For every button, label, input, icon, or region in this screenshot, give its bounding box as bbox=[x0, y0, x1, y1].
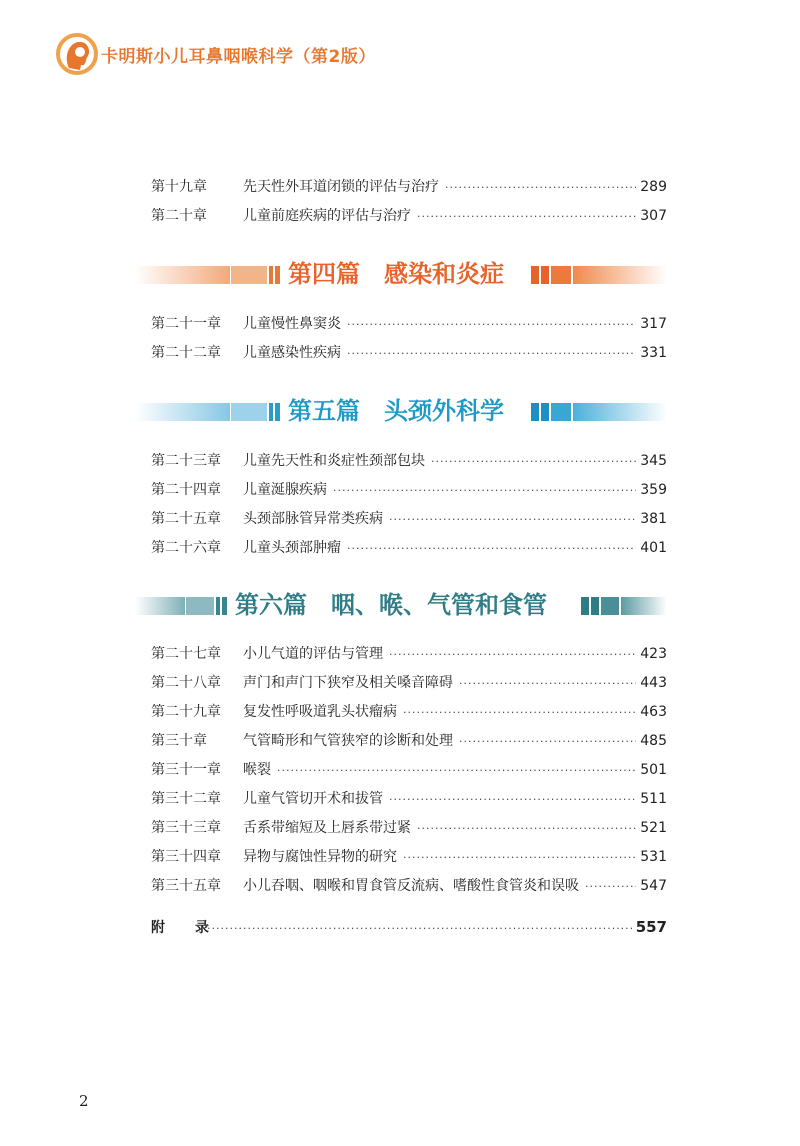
banner-bar bbox=[231, 403, 267, 421]
chapter-number: 第二十七章 bbox=[151, 646, 221, 662]
chapter-number: 第二十九章 bbox=[151, 704, 221, 720]
banner-bar bbox=[541, 266, 549, 284]
toc-row-appendix[interactable] bbox=[151, 916, 667, 938]
leader-dots bbox=[347, 343, 636, 365]
banner-bar bbox=[591, 597, 599, 615]
part-title: 第五篇 头颈外科学 bbox=[288, 397, 504, 425]
toc-row[interactable] bbox=[151, 479, 667, 501]
page-ref: 331 bbox=[640, 345, 667, 361]
chapter-title: 儿童感染性疾病 bbox=[243, 345, 341, 361]
banner-bar bbox=[573, 403, 667, 421]
head-profile-icon bbox=[55, 32, 99, 76]
leader-dots bbox=[417, 206, 636, 228]
toc-row[interactable] bbox=[151, 342, 667, 364]
leader-dots bbox=[389, 509, 636, 531]
chapter-title: 喉裂 bbox=[243, 762, 271, 778]
chapter-number: 第三十章 bbox=[151, 733, 207, 749]
page-ref: 531 bbox=[640, 849, 667, 865]
toc-row[interactable] bbox=[151, 643, 667, 665]
page-ref: 423 bbox=[640, 646, 667, 662]
toc-row[interactable] bbox=[151, 508, 667, 530]
page-ref: 485 bbox=[640, 733, 667, 749]
chapter-number: 第三十四章 bbox=[151, 849, 221, 865]
toc-row[interactable] bbox=[151, 817, 667, 839]
appendix-label: 附 录 bbox=[151, 920, 217, 936]
leader-dots bbox=[417, 818, 636, 840]
chapter-title: 异物与腐蚀性异物的研究 bbox=[243, 849, 397, 865]
leader-dots bbox=[459, 673, 636, 695]
chapter-title: 儿童前庭疾病的评估与治疗 bbox=[243, 208, 411, 224]
leader-dots bbox=[403, 702, 636, 724]
page-ref: 381 bbox=[640, 511, 667, 527]
leader-dots bbox=[347, 538, 636, 560]
leader-dots bbox=[207, 918, 632, 940]
banner-bar bbox=[275, 266, 280, 284]
part-title: 第四篇 感染和炎症 bbox=[288, 260, 504, 288]
page-ref: 401 bbox=[640, 540, 667, 556]
toc-row[interactable] bbox=[151, 313, 667, 335]
toc-row[interactable] bbox=[151, 788, 667, 810]
page-ref: 511 bbox=[640, 791, 667, 807]
banner-bar bbox=[531, 403, 539, 421]
page-number: 2 bbox=[79, 1092, 89, 1110]
chapter-title: 声门和声门下狭窄及相关嗓音障碍 bbox=[243, 675, 453, 691]
leader-dots bbox=[347, 314, 636, 336]
part-banner bbox=[135, 261, 667, 289]
chapter-number: 第二十二章 bbox=[151, 345, 221, 361]
banner-bar bbox=[275, 403, 280, 421]
banner-bar bbox=[135, 403, 230, 421]
page-ref: 463 bbox=[640, 704, 667, 720]
chapter-number: 第十九章 bbox=[151, 179, 207, 195]
banner-bar bbox=[573, 266, 667, 284]
toc-row[interactable] bbox=[151, 672, 667, 694]
toc-row[interactable] bbox=[151, 450, 667, 472]
toc-row[interactable] bbox=[151, 730, 667, 752]
banner-bar bbox=[541, 403, 549, 421]
leader-dots bbox=[333, 480, 636, 502]
banner-bar bbox=[581, 597, 589, 615]
leader-dots bbox=[459, 731, 636, 753]
toc-row[interactable] bbox=[151, 846, 667, 868]
page-ref: 307 bbox=[640, 208, 667, 224]
banner-bar bbox=[135, 266, 230, 284]
toc-row[interactable] bbox=[151, 176, 667, 198]
chapter-number: 第二十章 bbox=[151, 208, 207, 224]
chapter-title: 儿童先天性和炎症性颈部包块 bbox=[243, 453, 425, 469]
chapter-title: 舌系带缩短及上唇系带过紧 bbox=[243, 820, 411, 836]
chapter-number: 第二十八章 bbox=[151, 675, 221, 691]
page-ref: 345 bbox=[640, 453, 667, 469]
chapter-number: 第二十三章 bbox=[151, 453, 221, 469]
banner-bar bbox=[269, 266, 273, 284]
banner-bar bbox=[269, 403, 273, 421]
banner-bar bbox=[621, 597, 667, 615]
banner-bar bbox=[231, 266, 267, 284]
chapter-title: 小儿吞咽、咽喉和胃食管反流病、嗜酸性食管炎和误吸 bbox=[243, 878, 579, 894]
chapter-title: 儿童气管切开术和拔管 bbox=[243, 791, 383, 807]
leader-dots bbox=[431, 451, 636, 473]
banner-bar bbox=[216, 597, 220, 615]
banner-bar bbox=[601, 597, 619, 615]
leader-dots bbox=[585, 876, 636, 898]
page-ref: 521 bbox=[640, 820, 667, 836]
chapter-number: 第二十四章 bbox=[151, 482, 221, 498]
banner-bar bbox=[551, 403, 571, 421]
banner-bar bbox=[551, 266, 571, 284]
chapter-title: 先天性外耳道闭锁的评估与治疗 bbox=[243, 179, 439, 195]
running-header bbox=[55, 28, 376, 80]
leader-dots bbox=[389, 644, 636, 666]
chapter-title: 小儿气道的评估与管理 bbox=[243, 646, 383, 662]
page-ref: 557 bbox=[635, 918, 667, 936]
chapter-title: 气管畸形和气管狭窄的诊断和处理 bbox=[243, 733, 453, 749]
chapter-number: 第二十六章 bbox=[151, 540, 221, 556]
leader-dots bbox=[389, 789, 636, 811]
page-ref: 289 bbox=[640, 179, 667, 195]
toc-row[interactable] bbox=[151, 701, 667, 723]
part-title: 第六篇 咽、喉、气管和食管 bbox=[235, 591, 547, 619]
part-banner bbox=[135, 592, 667, 620]
chapter-title: 复发性呼吸道乳头状瘤病 bbox=[243, 704, 397, 720]
toc-row[interactable] bbox=[151, 759, 667, 781]
chapter-title: 儿童涎腺疾病 bbox=[243, 482, 327, 498]
page-ref: 359 bbox=[640, 482, 667, 498]
chapter-title: 头颈部脉管异常类疾病 bbox=[243, 511, 383, 527]
chapter-number: 第三十三章 bbox=[151, 820, 221, 836]
banner-bar bbox=[531, 266, 539, 284]
chapter-number: 第二十五章 bbox=[151, 511, 221, 527]
leader-dots bbox=[403, 847, 636, 869]
chapter-title: 儿童慢性鼻窦炎 bbox=[243, 316, 341, 332]
banner-bar bbox=[135, 597, 185, 615]
chapter-number: 第二十一章 bbox=[151, 316, 221, 332]
banner-bar bbox=[186, 597, 214, 615]
toc-row[interactable] bbox=[151, 537, 667, 559]
chapter-title: 儿童头颈部肿瘤 bbox=[243, 540, 341, 556]
toc-row[interactable] bbox=[151, 205, 667, 227]
page-ref: 443 bbox=[640, 675, 667, 691]
page-ref: 317 bbox=[640, 316, 667, 332]
chapter-number: 第三十五章 bbox=[151, 878, 221, 894]
banner-bar bbox=[222, 597, 227, 615]
book-title: 卡明斯小儿耳鼻咽喉科学（第2版） bbox=[101, 46, 376, 67]
chapter-number: 第三十一章 bbox=[151, 762, 221, 778]
part-banner bbox=[135, 398, 667, 426]
chapter-number: 第三十二章 bbox=[151, 791, 221, 807]
page-ref: 547 bbox=[640, 878, 667, 894]
toc-row[interactable] bbox=[151, 875, 667, 897]
page-ref: 501 bbox=[640, 762, 667, 778]
leader-dots bbox=[277, 760, 636, 782]
leader-dots bbox=[445, 177, 636, 199]
